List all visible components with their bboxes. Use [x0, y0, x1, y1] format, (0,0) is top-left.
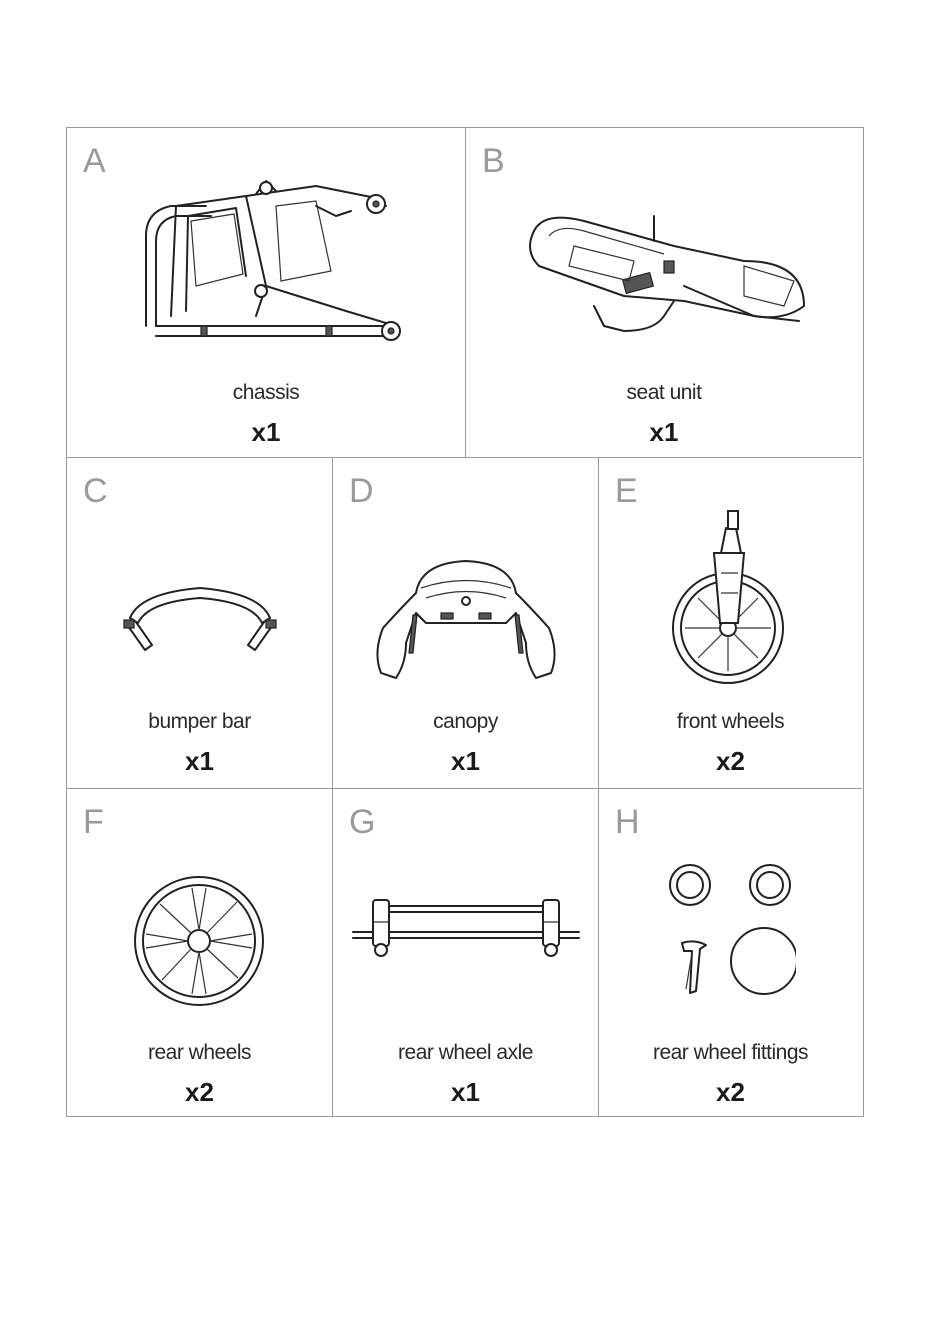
part-quantity: x2	[716, 746, 745, 776]
front-wheel-illustration	[599, 503, 862, 693]
rear-wheel-illustration	[67, 874, 332, 1009]
part-cell-g	[333, 789, 599, 1116]
part-letter: C	[83, 472, 108, 510]
part-name: bumper bar	[148, 710, 251, 733]
part-name: front wheels	[676, 710, 785, 733]
part-quantity: x1	[185, 746, 214, 776]
rear-wheel-fittings-illustration	[599, 861, 862, 1001]
chassis-illustration	[67, 176, 465, 351]
part-letter: F	[83, 803, 104, 841]
part-letter: B	[482, 142, 505, 180]
parts-grid	[66, 127, 864, 1117]
part-quantity: x1	[649, 417, 679, 447]
part-cell-e	[599, 458, 862, 789]
part-cell-d	[333, 458, 599, 789]
part-cell-h	[599, 789, 862, 1116]
part-cell-f	[67, 789, 333, 1116]
part-quantity: x2	[185, 1077, 214, 1107]
part-letter: G	[349, 803, 376, 841]
part-name: seat unit	[626, 381, 702, 404]
part-quantity: x1	[251, 417, 281, 447]
part-name: chassis	[232, 381, 300, 404]
part-letter: D	[349, 472, 374, 510]
part-cell-b	[466, 128, 862, 458]
part-quantity: x1	[451, 746, 480, 776]
part-cell-c	[67, 458, 333, 789]
part-letter: A	[83, 142, 106, 180]
part-name: rear wheels	[147, 1041, 252, 1064]
bumper-bar-illustration	[67, 578, 332, 658]
part-quantity: x1	[451, 1077, 480, 1107]
part-letter: E	[615, 472, 638, 510]
part-quantity: x2	[716, 1077, 745, 1107]
part-cell-a	[67, 128, 466, 458]
seat-unit-illustration	[466, 206, 862, 346]
part-name: rear wheel axle	[398, 1041, 533, 1064]
part-letter: H	[615, 803, 640, 841]
canopy-illustration	[333, 553, 598, 688]
rear-wheel-axle-illustration	[333, 894, 598, 964]
part-name: canopy	[433, 710, 498, 733]
part-name: rear wheel fittings	[652, 1041, 809, 1064]
